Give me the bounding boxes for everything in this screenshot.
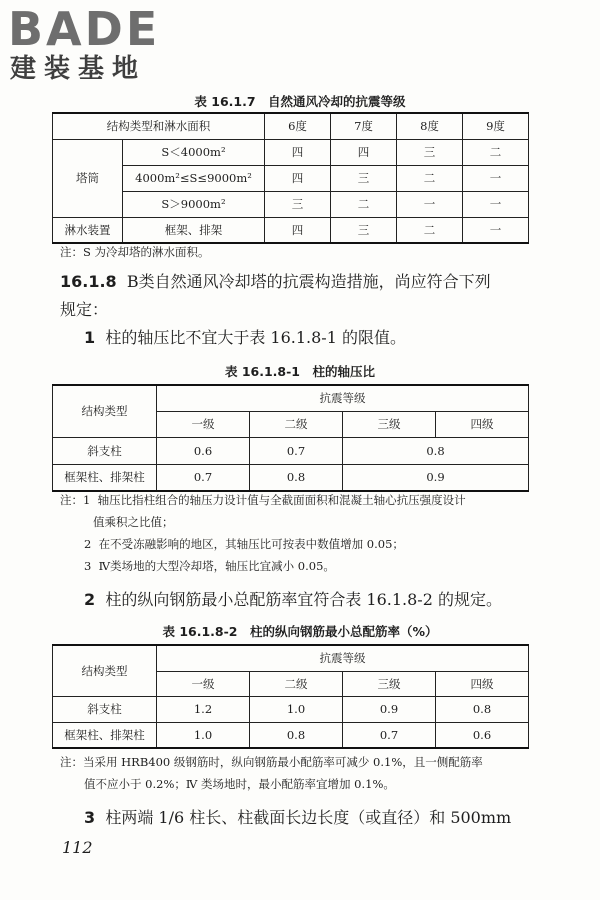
table3-cell: 0.8 (436, 696, 529, 722)
table3-row-name: 框架柱、排架柱 (53, 722, 157, 748)
table2-cell: 0.8 (250, 464, 343, 491)
table1-note: 注：S 为冷却塔的淋水面积。 (60, 245, 210, 259)
item-2-text: 柱的纵向钢筋最小总配筋率宜符合表 16.1.8-2 的规定。 (105, 590, 502, 609)
table1-cell: 四 (265, 165, 331, 191)
bade-logo (8, 4, 183, 86)
table2-cell: 0.9 (343, 464, 529, 491)
table3-note-line1: 注：当采用 HRB400 级钢筋时，纵向钢筋最小配筋率可减少 0.1%，且一侧配筋率 (60, 755, 483, 769)
table1-header-7: 7度 (331, 113, 397, 139)
table3-cell: 0.7 (343, 722, 436, 748)
table3-note-line2: 值不应小于 0.2%；Ⅳ 类场地时，最小配筋率宜增加 0.1%。 (84, 777, 395, 791)
item-2 (84, 586, 502, 614)
table1-header-6: 6度 (265, 113, 331, 139)
table2-level: 四级 (436, 411, 529, 437)
table1-group-spray: 淋水装置 (53, 217, 123, 243)
table-row (53, 191, 529, 217)
table3-cell: 1.0 (250, 696, 343, 722)
table1-cell: 三 (331, 217, 397, 243)
table3-cell: 0.8 (250, 722, 343, 748)
item-1-number: 1 (84, 328, 96, 347)
table-row (53, 217, 529, 243)
table1-cell: 三 (265, 191, 331, 217)
table1-header-struct: 结构类型和淋水面积 (53, 113, 265, 139)
table2-level: 二级 (250, 411, 343, 437)
table2-struct-type: 结构类型 (53, 385, 157, 437)
table2-note-num: 注：1 (60, 493, 91, 507)
table2 (52, 384, 529, 492)
table-row (53, 645, 529, 671)
table2-note-text: 在不受冻融影响的地区，其轴压比可按表中数值增加 0.05； (98, 537, 404, 551)
table2-grade: 抗震等级 (157, 385, 529, 411)
table2-cell: 0.7 (250, 437, 343, 464)
table1-cell: 四 (331, 139, 397, 165)
table-row (53, 385, 529, 411)
table2-note-2 (84, 534, 404, 555)
item-3-text: 柱两端 1/6 柱长、柱截面长边长度（或直径）和 500mm (105, 808, 512, 827)
table1-cell: 一 (463, 191, 529, 217)
table1-cell: 三 (331, 165, 397, 191)
table1-caption: 表 16.1.7 自然通风冷却的抗震等级 (194, 94, 406, 109)
table2-cell: 0.7 (157, 464, 250, 491)
table1-cond: S＜4000m² (123, 139, 265, 165)
table2-note-1 (60, 490, 466, 511)
table2-level: 一级 (157, 411, 250, 437)
table3-cell: 1.0 (157, 722, 250, 748)
table1-cell: 二 (331, 191, 397, 217)
table1-cond: S＞9000m² (123, 191, 265, 217)
logo-wordmark: BADE (8, 2, 161, 56)
table1-cell: 三 (397, 139, 463, 165)
table2-note-text: 轴压比指柱组合的轴压力设计值与全截面面积和混凝土轴心抗压强度设计 (97, 493, 466, 507)
table1-cell: 一 (397, 191, 463, 217)
table1 (52, 112, 529, 244)
item-1-text: 柱的轴压比不宜大于表 16.1.8-1 的限值。 (105, 328, 406, 347)
table1-cell: 二 (463, 139, 529, 165)
table-row (53, 464, 529, 491)
table-row (53, 696, 529, 722)
table1-cell: 二 (397, 217, 463, 243)
item-3 (84, 804, 511, 832)
table3-level: 二级 (250, 671, 343, 696)
table2-note-num: 3 (84, 559, 92, 573)
table1-header-8: 8度 (397, 113, 463, 139)
table3-level: 三级 (343, 671, 436, 696)
section-number: 16.1.8 (60, 272, 117, 291)
table1-group-tower: 塔筒 (53, 139, 123, 217)
page-number: 112 (62, 838, 93, 857)
table2-row-name: 斜支柱 (53, 437, 157, 464)
table-row (53, 113, 529, 139)
table-row (53, 139, 529, 165)
table2-caption: 表 16.1.8-1 柱的轴压比 (224, 364, 376, 379)
table2-row-name: 框架柱、排架柱 (53, 464, 157, 491)
table1-cell: 二 (397, 165, 463, 191)
table2-note-num: 2 (84, 537, 92, 551)
table1-cond: 4000m²≤S≤9000m² (123, 165, 265, 191)
table1-cell: 四 (265, 217, 331, 243)
table1-cell: 一 (463, 217, 529, 243)
table3-level: 一级 (157, 671, 250, 696)
table2-note-3 (84, 556, 335, 577)
table2-note-1-cont: 值乘积之比值； (93, 515, 174, 529)
table3-caption: 表 16.1.8-2 柱的纵向钢筋最小总配筋率（%） (162, 624, 438, 639)
section-text-cont: 规定： (60, 300, 109, 319)
table1-cell: 一 (463, 165, 529, 191)
table1-header-9: 9度 (463, 113, 529, 139)
item-2-number: 2 (84, 590, 96, 609)
table3-level: 四级 (436, 671, 529, 696)
item-3-number: 3 (84, 808, 96, 827)
table2-cell: 0.8 (343, 437, 529, 464)
table3-cell: 0.6 (436, 722, 529, 748)
table1-cond: 框架、排架 (123, 217, 265, 243)
table3-row-name: 斜支柱 (53, 696, 157, 722)
table3-cell: 1.2 (157, 696, 250, 722)
table3-cell: 0.9 (343, 696, 436, 722)
table-row (53, 165, 529, 191)
table2-level: 三级 (343, 411, 436, 437)
section-text: B类自然通风冷却塔的抗震构造措施，尚应符合下列 (126, 272, 491, 291)
table-row (53, 722, 529, 748)
table2-cell: 0.6 (157, 437, 250, 464)
table2-note-text: Ⅳ类场地的大型冷却塔，轴压比宜减小 0.05。 (98, 559, 335, 573)
logo-subtitle: 建装基地 (10, 54, 147, 84)
table1-cell: 四 (265, 139, 331, 165)
table3-grade: 抗震等级 (157, 645, 529, 671)
table3-struct-type: 结构类型 (53, 645, 157, 696)
table3 (52, 644, 529, 749)
item-1 (84, 324, 406, 352)
section-heading-line (60, 268, 491, 296)
table-row (53, 437, 529, 464)
